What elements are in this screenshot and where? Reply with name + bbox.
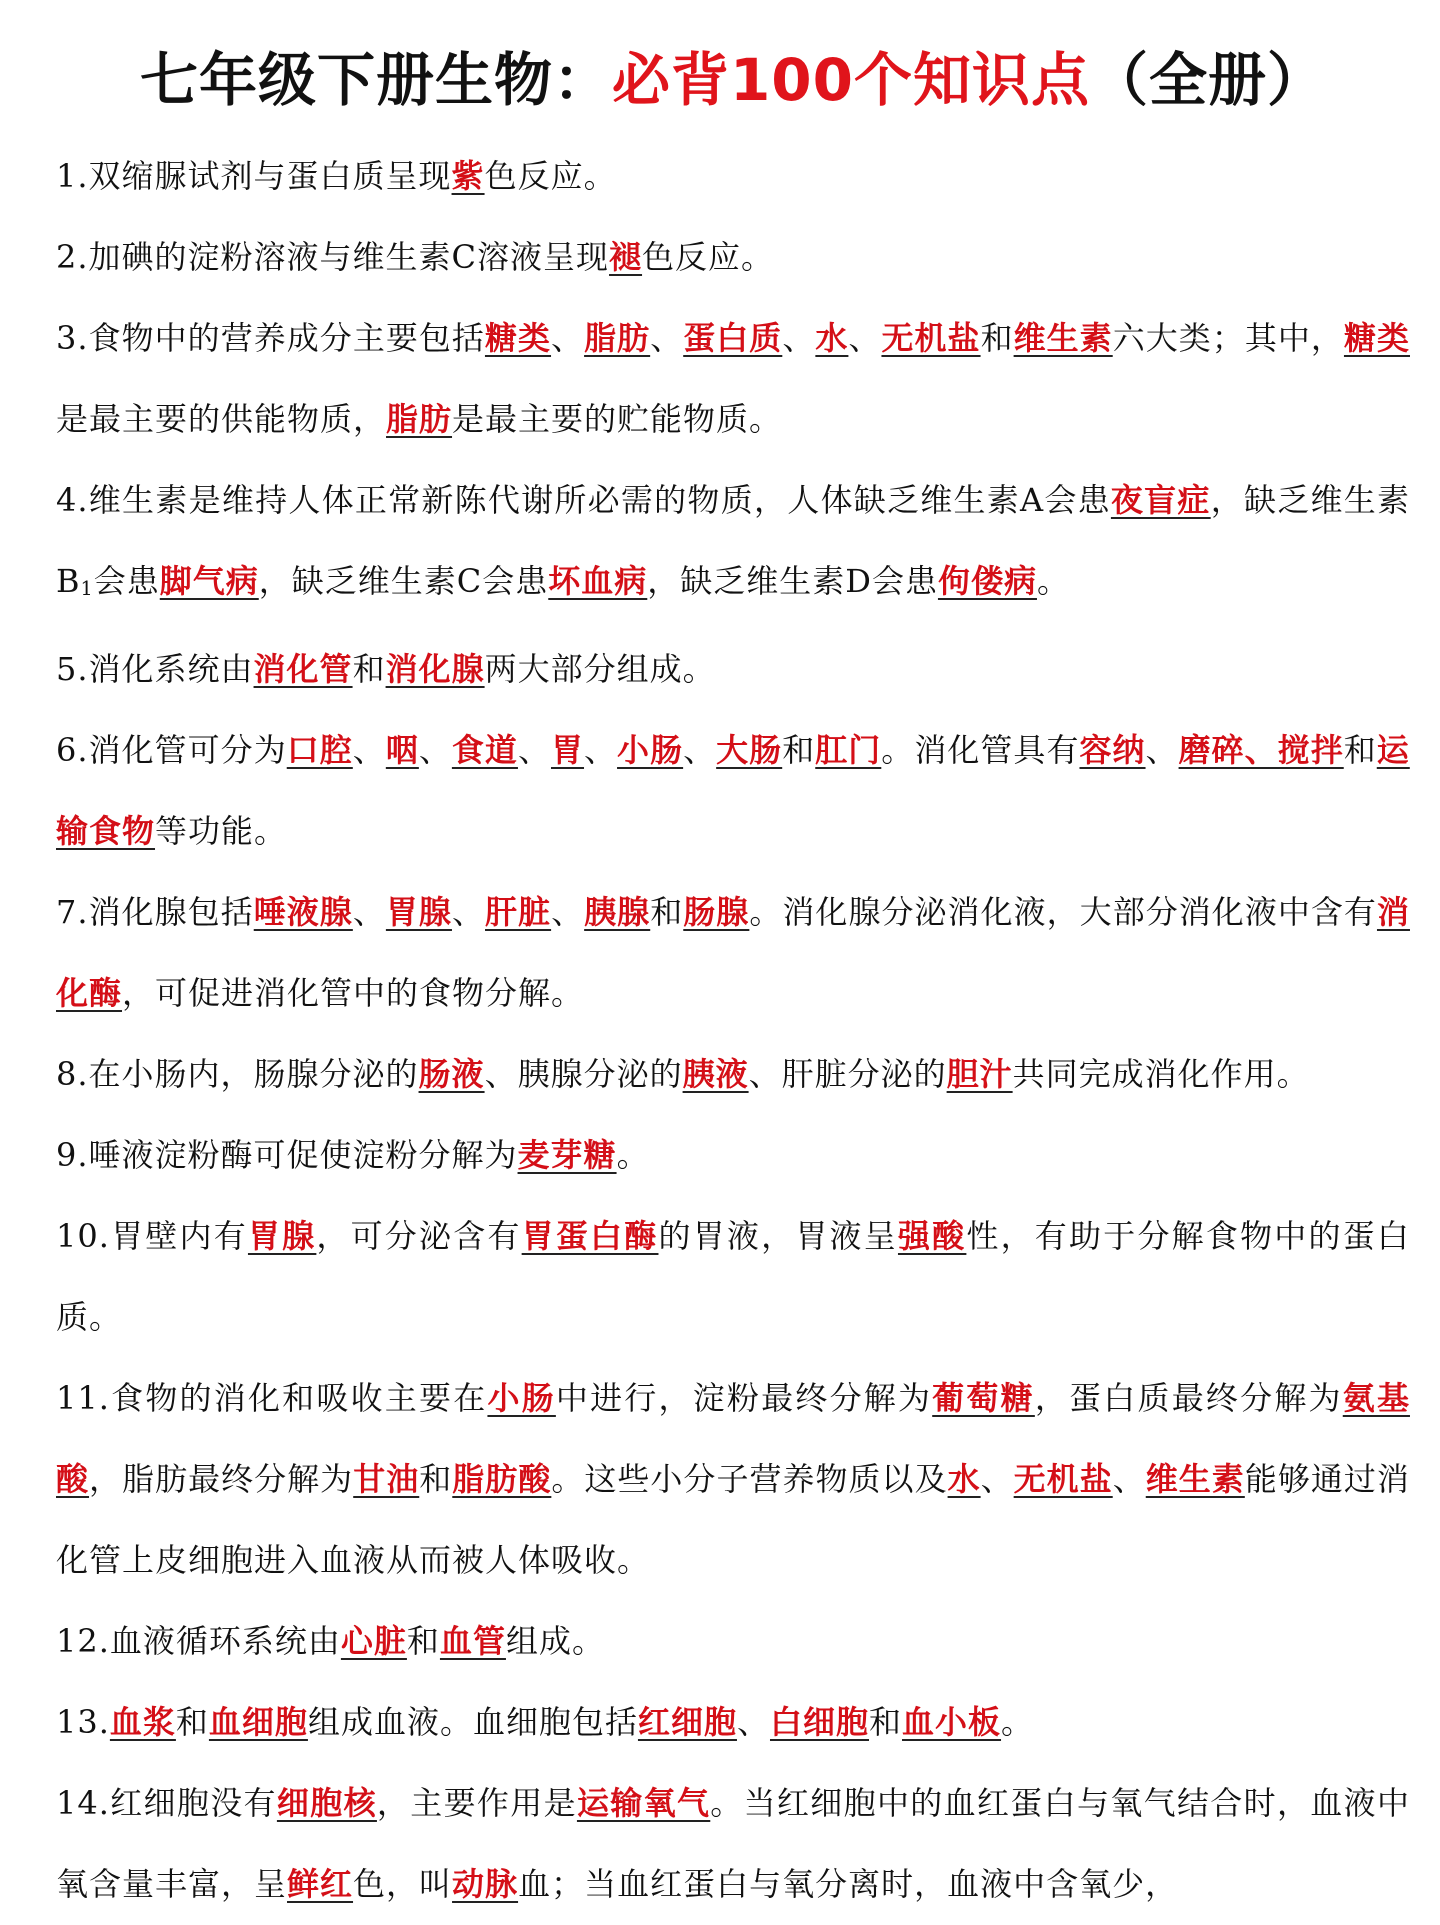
text-segment: 两大部分组成。 — [484, 649, 716, 688]
key-term: 磨碎、搅拌 — [1178, 730, 1344, 769]
knowledge-point-14 — [56, 1763, 1410, 1925]
key-term: 大肠 — [716, 730, 783, 769]
text-segment: 和 — [980, 319, 1014, 357]
text-segment: 、 — [736, 1702, 770, 1741]
text-segment: 4.维生素是维持人体正常新陈代谢所必需的物质，人体缺乏维生素A会患 — [56, 481, 1111, 519]
text-segment: ，缺乏维生素B — [56, 481, 1410, 600]
key-term: 水 — [947, 1459, 981, 1498]
key-term: 无机盐 — [881, 319, 981, 357]
knowledge-point-8 — [56, 1034, 1410, 1115]
key-term: 糖类 — [1343, 319, 1410, 357]
key-term: 蛋白质 — [683, 319, 783, 357]
key-term: 消化管 — [253, 649, 353, 688]
key-term: 胃腺 — [385, 892, 452, 931]
text-segment: 。 — [616, 1135, 650, 1174]
key-term: 动脉 — [452, 1864, 519, 1903]
text-segment: 、 — [650, 319, 684, 357]
key-term: 维生素 — [1145, 1459, 1245, 1498]
key-term: 佝偻病 — [937, 562, 1037, 600]
text-segment: ，缺乏维生素D会患 — [647, 562, 938, 600]
text-segment: 色反应。 — [484, 157, 617, 195]
key-term: 麦芽糖 — [517, 1135, 617, 1174]
knowledge-point-10 — [56, 1196, 1410, 1358]
text-segment: 7.消化腺包括 — [56, 892, 254, 931]
text-segment: 色，叫 — [353, 1864, 453, 1903]
key-term: 脂肪 — [386, 400, 453, 438]
text-segment: 组成血液。血细胞包括 — [307, 1702, 638, 1741]
text-segment: 等功能。 — [155, 811, 288, 850]
key-term: 葡萄糖 — [932, 1378, 1035, 1417]
title-main: 七年级下册生物： — [139, 46, 612, 114]
key-term: 食道 — [451, 730, 518, 769]
text-segment: 、 — [584, 730, 618, 769]
knowledge-point-3 — [56, 298, 1410, 460]
key-term: 运输氧气 — [576, 1783, 711, 1822]
text-segment: 和 — [869, 1702, 903, 1741]
text-segment: 14.红细胞没有 — [56, 1783, 277, 1822]
text-segment: 10.胃壁内有 — [56, 1216, 248, 1255]
text-segment: 9.唾液淀粉酶可促使淀粉分解为 — [56, 1135, 518, 1174]
key-term: 脂肪 — [584, 319, 651, 357]
text-segment: ，缺乏维生素C会患 — [258, 562, 549, 600]
key-term: 脚气病 — [159, 562, 259, 600]
text-segment: 性，有助于分解食物中的蛋白质。 — [56, 1216, 1410, 1336]
key-term: 褪 — [609, 238, 643, 276]
text-segment: 、 — [352, 730, 386, 769]
text-segment: 、 — [551, 319, 585, 357]
key-term: 消化腺 — [385, 649, 485, 688]
text-segment: 8.在小肠内，肠腺分泌的 — [56, 1054, 419, 1093]
knowledge-point-5 — [56, 629, 1410, 710]
text-segment: 和 — [175, 1702, 209, 1741]
knowledge-point-1 — [56, 136, 1410, 217]
text-segment: 色反应。 — [642, 238, 775, 276]
text-segment: 中进行，淀粉最终分解为 — [555, 1378, 933, 1417]
key-term: 肠液 — [418, 1054, 485, 1093]
text-segment: 6.消化管可分为 — [56, 730, 287, 769]
text-segment: 、 — [352, 892, 386, 931]
knowledge-point-13 — [56, 1682, 1410, 1763]
text-segment: 、 — [1112, 1459, 1146, 1498]
knowledge-point-2 — [56, 217, 1410, 298]
text-segment: 2.加碘的淀粉溶液与维生素C溶液呈现 — [56, 238, 610, 276]
key-term: 甘油 — [353, 1459, 420, 1498]
key-term: 小肠 — [617, 730, 684, 769]
text-segment: 组成。 — [505, 1621, 605, 1660]
key-term: 胃 — [550, 730, 585, 769]
key-term: 强酸 — [897, 1216, 967, 1255]
title-tail: （全册） — [1090, 46, 1327, 114]
text-segment: ，可分泌含有 — [316, 1216, 522, 1255]
text-segment: 11.食物的消化和吸收主要在 — [56, 1378, 488, 1417]
text-segment: ，主要作用是 — [376, 1783, 577, 1822]
text-segment: 12.血液循环系统由 — [56, 1621, 341, 1660]
key-term: 水 — [815, 319, 849, 357]
text-segment: 能够通过消化管上皮细胞进入血液从而被人体吸收。 — [56, 1459, 1410, 1579]
key-term: 红细胞 — [637, 1702, 737, 1741]
knowledge-point-9 — [56, 1115, 1410, 1196]
text-segment: 、 — [1145, 730, 1179, 769]
key-term: 小肠 — [487, 1378, 556, 1417]
subscript: 1 — [80, 576, 94, 600]
text-segment: 。消化管具有 — [881, 730, 1080, 769]
key-term: 心脏 — [340, 1621, 407, 1660]
text-segment: 、 — [782, 319, 816, 357]
text-segment: 、 — [517, 730, 551, 769]
text-segment: 、 — [418, 730, 452, 769]
text-segment: 5.消化系统由 — [56, 649, 254, 688]
text-segment: 和 — [406, 1621, 440, 1660]
key-term: 胰液 — [682, 1054, 749, 1093]
key-term: 夜盲症 — [1110, 481, 1211, 519]
key-term: 血小板 — [902, 1702, 1002, 1741]
text-segment: 、 — [848, 319, 882, 357]
text-segment: 、 — [551, 892, 585, 931]
text-segment: 血；当血红蛋白与氧分离时，血液中含氧少， — [518, 1864, 1179, 1903]
key-term: 唾液腺 — [253, 892, 353, 931]
key-term: 血细胞 — [208, 1702, 308, 1741]
text-segment: 、 — [683, 730, 717, 769]
key-term: 鲜红 — [287, 1864, 354, 1903]
text-segment: 和 — [782, 730, 816, 769]
text-segment: 是最主要的贮能物质。 — [452, 400, 783, 438]
key-term: 口腔 — [286, 730, 353, 769]
text-segment: ，蛋白质最终分解为 — [1034, 1378, 1343, 1417]
key-term: 咽 — [385, 730, 419, 769]
text-segment: 和 — [650, 892, 684, 931]
key-term: 紫 — [451, 157, 485, 195]
key-term: 血管 — [439, 1621, 506, 1660]
key-term: 维生素 — [1013, 319, 1113, 357]
text-segment: 、 — [980, 1459, 1014, 1498]
text-segment: 。 — [1036, 562, 1070, 600]
key-term: 无机盐 — [1013, 1459, 1113, 1498]
text-segment: 。当红细胞中的血红蛋白与氧气结合时，血液中氧含量丰富，呈 — [56, 1783, 1410, 1903]
text-segment: 。这些小分子营养物质以及 — [551, 1459, 948, 1498]
knowledge-point-7 — [56, 872, 1410, 1034]
key-term: 容纳 — [1079, 730, 1146, 769]
key-term: 运输食物 — [56, 730, 1410, 850]
knowledge-point-12 — [56, 1601, 1410, 1682]
text-segment: 、肝脏分泌的 — [748, 1054, 947, 1093]
text-segment: ，脂肪最终分解为 — [89, 1459, 354, 1498]
text-segment: 六大类；其中， — [1112, 319, 1344, 357]
key-term: 血浆 — [109, 1702, 176, 1741]
text-segment: 3.食物中的营养成分主要包括 — [56, 319, 485, 357]
key-term: 胃蛋白酶 — [521, 1216, 659, 1255]
knowledge-point-6 — [56, 710, 1410, 872]
text-segment: 。 — [1001, 1702, 1035, 1741]
key-term: 白细胞 — [769, 1702, 869, 1741]
key-term: 胰腺 — [584, 892, 651, 931]
text-segment: 、胰腺分泌的 — [484, 1054, 683, 1093]
key-term: 肝脏 — [485, 892, 552, 931]
page-title — [56, 38, 1410, 122]
text-segment: 13. — [56, 1702, 110, 1741]
key-term: 细胞核 — [276, 1783, 377, 1822]
key-term: 坏血病 — [548, 562, 648, 600]
text-segment: 。消化腺分泌消化液，大部分消化液中含有 — [749, 892, 1377, 931]
text-segment: 和 — [1343, 730, 1377, 769]
text-segment: ，可促进消化管中的食物分解。 — [122, 973, 585, 1012]
title-highlight: 必背100个知识点 — [611, 46, 1091, 114]
knowledge-point-list — [56, 136, 1410, 1925]
key-term: 氨基酸 — [56, 1378, 1410, 1498]
key-term: 肛门 — [815, 730, 882, 769]
text-segment: 会患 — [93, 562, 160, 600]
text-segment: 是最主要的供能物质， — [56, 400, 387, 438]
key-term: 糖类 — [484, 319, 552, 357]
key-term: 肠腺 — [683, 892, 750, 931]
text-segment: 的胃液，胃液呈 — [658, 1216, 898, 1255]
text-segment: 和 — [419, 1459, 453, 1498]
text-segment: 1.双缩脲试剂与蛋白质呈现 — [56, 157, 452, 195]
knowledge-point-11 — [56, 1358, 1410, 1601]
knowledge-point-4 — [56, 460, 1410, 629]
key-term: 消化酶 — [56, 892, 1410, 1012]
key-term: 脂肪酸 — [452, 1459, 552, 1498]
key-term: 胃腺 — [247, 1216, 317, 1255]
text-segment: 和 — [352, 649, 386, 688]
key-term: 胆汁 — [946, 1054, 1013, 1093]
text-segment: 共同完成消化作用。 — [1012, 1054, 1310, 1093]
text-segment: 、 — [451, 892, 486, 931]
